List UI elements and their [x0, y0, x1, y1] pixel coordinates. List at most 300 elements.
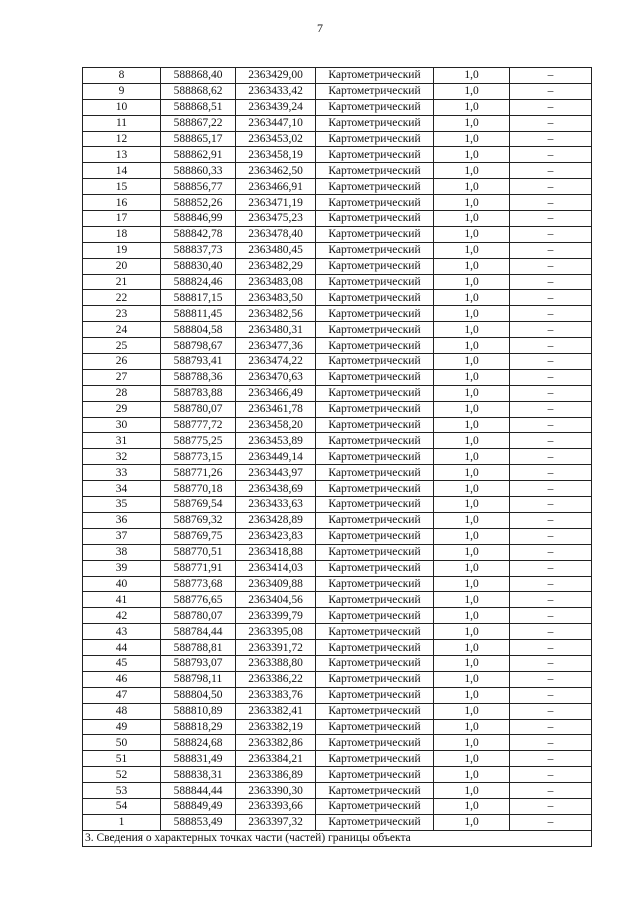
- point-number-cell: 39: [83, 560, 161, 576]
- coordinate-x-cell: 588771,91: [161, 560, 236, 576]
- coordinate-y-cell: 2363482,56: [236, 306, 316, 322]
- coordinate-y-cell: 2363471,19: [236, 195, 316, 211]
- coordinate-x-cell: 588793,41: [161, 354, 236, 370]
- table-row: [83, 290, 592, 306]
- note-cell: –: [510, 306, 592, 322]
- coordinate-y-cell: 2363458,19: [236, 147, 316, 163]
- coordinate-x-cell: 588776,65: [161, 592, 236, 608]
- coordinate-x-cell: 588798,67: [161, 338, 236, 354]
- method-cell: Картометрический: [316, 131, 434, 147]
- coordinate-x-cell: 588804,58: [161, 322, 236, 338]
- point-number-cell: 43: [83, 624, 161, 640]
- accuracy-cell: 1,0: [434, 640, 510, 656]
- accuracy-cell: 1,0: [434, 322, 510, 338]
- method-cell: Картометрический: [316, 703, 434, 719]
- coordinate-x-cell: 588853,49: [161, 814, 236, 830]
- table-row: [83, 783, 592, 799]
- point-number-cell: 19: [83, 242, 161, 258]
- note-cell: –: [510, 385, 592, 401]
- point-number-cell: 36: [83, 512, 161, 528]
- point-number-cell: 32: [83, 449, 161, 465]
- note-cell: –: [510, 671, 592, 687]
- point-number-cell: 40: [83, 576, 161, 592]
- coordinate-x-cell: 588837,73: [161, 242, 236, 258]
- coordinate-x-cell: 588818,29: [161, 719, 236, 735]
- point-number-cell: 21: [83, 274, 161, 290]
- coordinate-x-cell: 588804,50: [161, 687, 236, 703]
- point-number-cell: 12: [83, 131, 161, 147]
- point-number-cell: 24: [83, 322, 161, 338]
- note-cell: –: [510, 703, 592, 719]
- note-cell: –: [510, 512, 592, 528]
- method-cell: Картометрический: [316, 433, 434, 449]
- note-cell: –: [510, 290, 592, 306]
- table-row: [83, 497, 592, 513]
- note-cell: –: [510, 417, 592, 433]
- table-row: [83, 258, 592, 274]
- coordinate-x-cell: 588783,88: [161, 385, 236, 401]
- method-cell: Картометрический: [316, 369, 434, 385]
- accuracy-cell: 1,0: [434, 385, 510, 401]
- table-row: [83, 560, 592, 576]
- table-row: [83, 306, 592, 322]
- method-cell: Картометрический: [316, 195, 434, 211]
- point-number-cell: 23: [83, 306, 161, 322]
- coordinate-x-cell: 588856,77: [161, 179, 236, 195]
- coordinate-y-cell: 2363433,42: [236, 83, 316, 99]
- coordinate-x-cell: 588770,18: [161, 481, 236, 497]
- accuracy-cell: 1,0: [434, 719, 510, 735]
- method-cell: Картометрический: [316, 99, 434, 115]
- note-cell: –: [510, 576, 592, 592]
- coordinate-y-cell: 2363453,89: [236, 433, 316, 449]
- method-cell: Картометрический: [316, 671, 434, 687]
- point-number-cell: 15: [83, 179, 161, 195]
- coordinate-x-cell: 588780,07: [161, 401, 236, 417]
- coordinate-y-cell: 2363383,76: [236, 687, 316, 703]
- note-cell: –: [510, 211, 592, 227]
- coordinate-y-cell: 2363404,56: [236, 592, 316, 608]
- point-number-cell: 35: [83, 497, 161, 513]
- coordinate-y-cell: 2363483,08: [236, 274, 316, 290]
- accuracy-cell: 1,0: [434, 131, 510, 147]
- coordinate-y-cell: 2363382,19: [236, 719, 316, 735]
- point-number-cell: 38: [83, 544, 161, 560]
- coordinates-table: [82, 67, 592, 847]
- note-cell: –: [510, 687, 592, 703]
- coordinate-x-cell: 588868,40: [161, 68, 236, 84]
- note-cell: –: [510, 783, 592, 799]
- method-cell: Картометрический: [316, 481, 434, 497]
- coordinate-y-cell: 2363393,66: [236, 798, 316, 814]
- coordinate-x-cell: 588838,31: [161, 767, 236, 783]
- accuracy-cell: 1,0: [434, 497, 510, 513]
- coordinate-x-cell: 588784,44: [161, 624, 236, 640]
- point-number-cell: 47: [83, 687, 161, 703]
- point-number-cell: 50: [83, 735, 161, 751]
- method-cell: Картометрический: [316, 687, 434, 703]
- note-cell: –: [510, 274, 592, 290]
- table-row: [83, 274, 592, 290]
- accuracy-cell: 1,0: [434, 83, 510, 99]
- coordinate-x-cell: 588862,91: [161, 147, 236, 163]
- method-cell: Картометрический: [316, 322, 434, 338]
- method-cell: Картометрический: [316, 83, 434, 99]
- coordinate-y-cell: 2363386,22: [236, 671, 316, 687]
- coordinate-x-cell: 588868,51: [161, 99, 236, 115]
- note-cell: –: [510, 369, 592, 385]
- note-cell: –: [510, 735, 592, 751]
- table-row: [83, 512, 592, 528]
- coordinate-y-cell: 2363470,63: [236, 369, 316, 385]
- point-number-cell: 44: [83, 640, 161, 656]
- point-number-cell: 41: [83, 592, 161, 608]
- point-number-cell: 42: [83, 608, 161, 624]
- point-number-cell: 45: [83, 655, 161, 671]
- table-row: [83, 814, 592, 830]
- coordinate-y-cell: 2363462,50: [236, 163, 316, 179]
- coordinate-y-cell: 2363461,78: [236, 401, 316, 417]
- method-cell: Картометрический: [316, 624, 434, 640]
- accuracy-cell: 1,0: [434, 68, 510, 84]
- coordinate-x-cell: 588868,62: [161, 83, 236, 99]
- coordinate-x-cell: 588769,54: [161, 497, 236, 513]
- accuracy-cell: 1,0: [434, 338, 510, 354]
- note-cell: –: [510, 322, 592, 338]
- note-cell: –: [510, 481, 592, 497]
- point-number-cell: 54: [83, 798, 161, 814]
- coordinate-y-cell: 2363458,20: [236, 417, 316, 433]
- point-number-cell: 26: [83, 354, 161, 370]
- table-row: [83, 338, 592, 354]
- table-row: [83, 179, 592, 195]
- method-cell: Картометрический: [316, 640, 434, 656]
- coordinate-x-cell: 588780,07: [161, 608, 236, 624]
- accuracy-cell: 1,0: [434, 592, 510, 608]
- coordinate-y-cell: 2363438,69: [236, 481, 316, 497]
- accuracy-cell: 1,0: [434, 306, 510, 322]
- accuracy-cell: 1,0: [434, 528, 510, 544]
- coordinate-y-cell: 2363433,63: [236, 497, 316, 513]
- point-number-cell: 14: [83, 163, 161, 179]
- method-cell: Картометрический: [316, 735, 434, 751]
- method-cell: Картометрический: [316, 814, 434, 830]
- coordinate-x-cell: 588842,78: [161, 226, 236, 242]
- point-number-cell: 53: [83, 783, 161, 799]
- table-row: [83, 115, 592, 131]
- coordinate-x-cell: 588770,51: [161, 544, 236, 560]
- note-cell: –: [510, 560, 592, 576]
- note-cell: –: [510, 258, 592, 274]
- coordinate-y-cell: 2363388,80: [236, 655, 316, 671]
- method-cell: Картометрический: [316, 163, 434, 179]
- coordinate-y-cell: 2363478,40: [236, 226, 316, 242]
- table-row: [83, 401, 592, 417]
- accuracy-cell: 1,0: [434, 417, 510, 433]
- note-cell: –: [510, 83, 592, 99]
- method-cell: Картометрический: [316, 655, 434, 671]
- coordinate-x-cell: 588824,68: [161, 735, 236, 751]
- method-cell: Картометрический: [316, 576, 434, 592]
- point-number-cell: 31: [83, 433, 161, 449]
- coordinate-y-cell: 2363474,22: [236, 354, 316, 370]
- method-cell: Картометрический: [316, 783, 434, 799]
- point-number-cell: 46: [83, 671, 161, 687]
- note-cell: –: [510, 640, 592, 656]
- point-number-cell: 10: [83, 99, 161, 115]
- method-cell: Картометрический: [316, 512, 434, 528]
- coordinate-y-cell: 2363429,00: [236, 68, 316, 84]
- note-cell: –: [510, 798, 592, 814]
- table-row: [83, 544, 592, 560]
- table-row: [83, 528, 592, 544]
- table-row: [83, 226, 592, 242]
- table-row: [83, 624, 592, 640]
- note-cell: –: [510, 449, 592, 465]
- coordinate-x-cell: 588769,75: [161, 528, 236, 544]
- note-cell: –: [510, 719, 592, 735]
- note-cell: –: [510, 163, 592, 179]
- table-row: [83, 608, 592, 624]
- point-number-cell: 25: [83, 338, 161, 354]
- accuracy-cell: 1,0: [434, 433, 510, 449]
- coordinate-y-cell: 2363384,21: [236, 751, 316, 767]
- method-cell: Картометрический: [316, 211, 434, 227]
- note-cell: –: [510, 68, 592, 84]
- coordinate-y-cell: 2363428,89: [236, 512, 316, 528]
- point-number-cell: 9: [83, 83, 161, 99]
- method-cell: Картометрический: [316, 147, 434, 163]
- note-cell: –: [510, 131, 592, 147]
- section-heading-row: [83, 830, 592, 846]
- accuracy-cell: 1,0: [434, 242, 510, 258]
- point-number-cell: 20: [83, 258, 161, 274]
- method-cell: Картометрический: [316, 751, 434, 767]
- table-row: [83, 211, 592, 227]
- accuracy-cell: 1,0: [434, 655, 510, 671]
- section-heading: 3. Сведения о характерных точках части (частей) границы объекта: [83, 830, 592, 846]
- accuracy-cell: 1,0: [434, 226, 510, 242]
- method-cell: Картометрический: [316, 179, 434, 195]
- coordinate-x-cell: 588810,89: [161, 703, 236, 719]
- accuracy-cell: 1,0: [434, 544, 510, 560]
- coordinate-x-cell: 588849,49: [161, 798, 236, 814]
- note-cell: –: [510, 751, 592, 767]
- coordinate-y-cell: 2363475,23: [236, 211, 316, 227]
- accuracy-cell: 1,0: [434, 783, 510, 799]
- accuracy-cell: 1,0: [434, 481, 510, 497]
- coordinate-y-cell: 2363395,08: [236, 624, 316, 640]
- method-cell: Картометрический: [316, 115, 434, 131]
- table-row: [83, 687, 592, 703]
- page-number: 7: [317, 21, 323, 35]
- note-cell: –: [510, 354, 592, 370]
- point-number-cell: 51: [83, 751, 161, 767]
- table-row: [83, 68, 592, 84]
- coordinate-x-cell: 588793,07: [161, 655, 236, 671]
- table-row: [83, 449, 592, 465]
- table-row: [83, 99, 592, 115]
- method-cell: Картометрический: [316, 719, 434, 735]
- coordinate-x-cell: 588860,33: [161, 163, 236, 179]
- table-row: [83, 147, 592, 163]
- accuracy-cell: 1,0: [434, 115, 510, 131]
- note-cell: –: [510, 179, 592, 195]
- accuracy-cell: 1,0: [434, 465, 510, 481]
- coordinate-y-cell: 2363480,45: [236, 242, 316, 258]
- note-cell: –: [510, 401, 592, 417]
- coordinate-y-cell: 2363418,88: [236, 544, 316, 560]
- table-row: [83, 465, 592, 481]
- accuracy-cell: 1,0: [434, 687, 510, 703]
- table-row: [83, 481, 592, 497]
- method-cell: Картометрический: [316, 417, 434, 433]
- accuracy-cell: 1,0: [434, 274, 510, 290]
- note-cell: –: [510, 544, 592, 560]
- note-cell: –: [510, 242, 592, 258]
- accuracy-cell: 1,0: [434, 290, 510, 306]
- method-cell: Картометрический: [316, 226, 434, 242]
- table-row: [83, 83, 592, 99]
- table-row: [83, 417, 592, 433]
- coordinate-y-cell: 2363443,97: [236, 465, 316, 481]
- coordinate-y-cell: 2363397,32: [236, 814, 316, 830]
- coordinate-y-cell: 2363477,36: [236, 338, 316, 354]
- point-number-cell: 34: [83, 481, 161, 497]
- note-cell: –: [510, 195, 592, 211]
- method-cell: Картометрический: [316, 274, 434, 290]
- coordinate-y-cell: 2363447,10: [236, 115, 316, 131]
- note-cell: –: [510, 497, 592, 513]
- method-cell: Картометрический: [316, 465, 434, 481]
- accuracy-cell: 1,0: [434, 671, 510, 687]
- coordinate-x-cell: 588824,46: [161, 274, 236, 290]
- note-cell: –: [510, 624, 592, 640]
- method-cell: Картометрический: [316, 767, 434, 783]
- accuracy-cell: 1,0: [434, 512, 510, 528]
- note-cell: –: [510, 115, 592, 131]
- accuracy-cell: 1,0: [434, 449, 510, 465]
- coordinate-x-cell: 588777,72: [161, 417, 236, 433]
- accuracy-cell: 1,0: [434, 767, 510, 783]
- note-cell: –: [510, 338, 592, 354]
- point-number-cell: 17: [83, 211, 161, 227]
- table-row: [83, 195, 592, 211]
- point-number-cell: 13: [83, 147, 161, 163]
- point-number-cell: 37: [83, 528, 161, 544]
- method-cell: Картометрический: [316, 354, 434, 370]
- table-row: [83, 655, 592, 671]
- point-number-cell: 8: [83, 68, 161, 84]
- method-cell: Картометрический: [316, 242, 434, 258]
- coordinate-y-cell: 2363399,79: [236, 608, 316, 624]
- method-cell: Картометрический: [316, 798, 434, 814]
- point-number-cell: 18: [83, 226, 161, 242]
- note-cell: –: [510, 767, 592, 783]
- table-row: [83, 433, 592, 449]
- point-number-cell: 30: [83, 417, 161, 433]
- point-number-cell: 52: [83, 767, 161, 783]
- point-number-cell: 29: [83, 401, 161, 417]
- accuracy-cell: 1,0: [434, 401, 510, 417]
- accuracy-cell: 1,0: [434, 798, 510, 814]
- accuracy-cell: 1,0: [434, 369, 510, 385]
- accuracy-cell: 1,0: [434, 624, 510, 640]
- note-cell: –: [510, 528, 592, 544]
- coordinate-y-cell: 2363409,88: [236, 576, 316, 592]
- coordinate-y-cell: 2363423,83: [236, 528, 316, 544]
- coordinate-y-cell: 2363466,91: [236, 179, 316, 195]
- coordinate-x-cell: 588867,22: [161, 115, 236, 131]
- coordinate-x-cell: 588846,99: [161, 211, 236, 227]
- accuracy-cell: 1,0: [434, 814, 510, 830]
- accuracy-cell: 1,0: [434, 179, 510, 195]
- accuracy-cell: 1,0: [434, 211, 510, 227]
- coordinate-y-cell: 2363483,50: [236, 290, 316, 306]
- coordinate-x-cell: 588817,15: [161, 290, 236, 306]
- table-row: [83, 703, 592, 719]
- table-row: [83, 163, 592, 179]
- coordinate-y-cell: 2363482,29: [236, 258, 316, 274]
- note-cell: –: [510, 814, 592, 830]
- point-number-cell: 22: [83, 290, 161, 306]
- note-cell: –: [510, 147, 592, 163]
- coordinate-y-cell: 2363480,31: [236, 322, 316, 338]
- method-cell: Картометрический: [316, 544, 434, 560]
- coordinate-x-cell: 588811,45: [161, 306, 236, 322]
- point-number-cell: 27: [83, 369, 161, 385]
- note-cell: –: [510, 592, 592, 608]
- coordinate-x-cell: 588773,68: [161, 576, 236, 592]
- coordinate-y-cell: 2363382,86: [236, 735, 316, 751]
- note-cell: –: [510, 99, 592, 115]
- note-cell: –: [510, 608, 592, 624]
- method-cell: Картометрический: [316, 592, 434, 608]
- table-row: [83, 767, 592, 783]
- coordinate-y-cell: 2363439,24: [236, 99, 316, 115]
- accuracy-cell: 1,0: [434, 258, 510, 274]
- accuracy-cell: 1,0: [434, 195, 510, 211]
- accuracy-cell: 1,0: [434, 751, 510, 767]
- accuracy-cell: 1,0: [434, 576, 510, 592]
- accuracy-cell: 1,0: [434, 163, 510, 179]
- table-row: [83, 640, 592, 656]
- note-cell: –: [510, 226, 592, 242]
- table-row: [83, 719, 592, 735]
- method-cell: Картометрический: [316, 560, 434, 576]
- coordinate-x-cell: 588773,15: [161, 449, 236, 465]
- coordinate-x-cell: 588798,11: [161, 671, 236, 687]
- coordinate-x-cell: 588844,44: [161, 783, 236, 799]
- method-cell: Картометрический: [316, 449, 434, 465]
- coordinate-y-cell: 2363453,02: [236, 131, 316, 147]
- coordinate-x-cell: 588788,81: [161, 640, 236, 656]
- coordinate-x-cell: 588775,25: [161, 433, 236, 449]
- coordinate-x-cell: 588830,40: [161, 258, 236, 274]
- table-row: [83, 735, 592, 751]
- coordinates-table-body: [83, 68, 592, 847]
- point-number-cell: 28: [83, 385, 161, 401]
- coordinate-y-cell: 2363386,89: [236, 767, 316, 783]
- accuracy-cell: 1,0: [434, 735, 510, 751]
- coordinate-x-cell: 588771,26: [161, 465, 236, 481]
- table-row: [83, 576, 592, 592]
- coordinate-x-cell: 588788,36: [161, 369, 236, 385]
- table-row: [83, 242, 592, 258]
- coordinate-y-cell: 2363390,30: [236, 783, 316, 799]
- coordinate-y-cell: 2363449,14: [236, 449, 316, 465]
- method-cell: Картометрический: [316, 306, 434, 322]
